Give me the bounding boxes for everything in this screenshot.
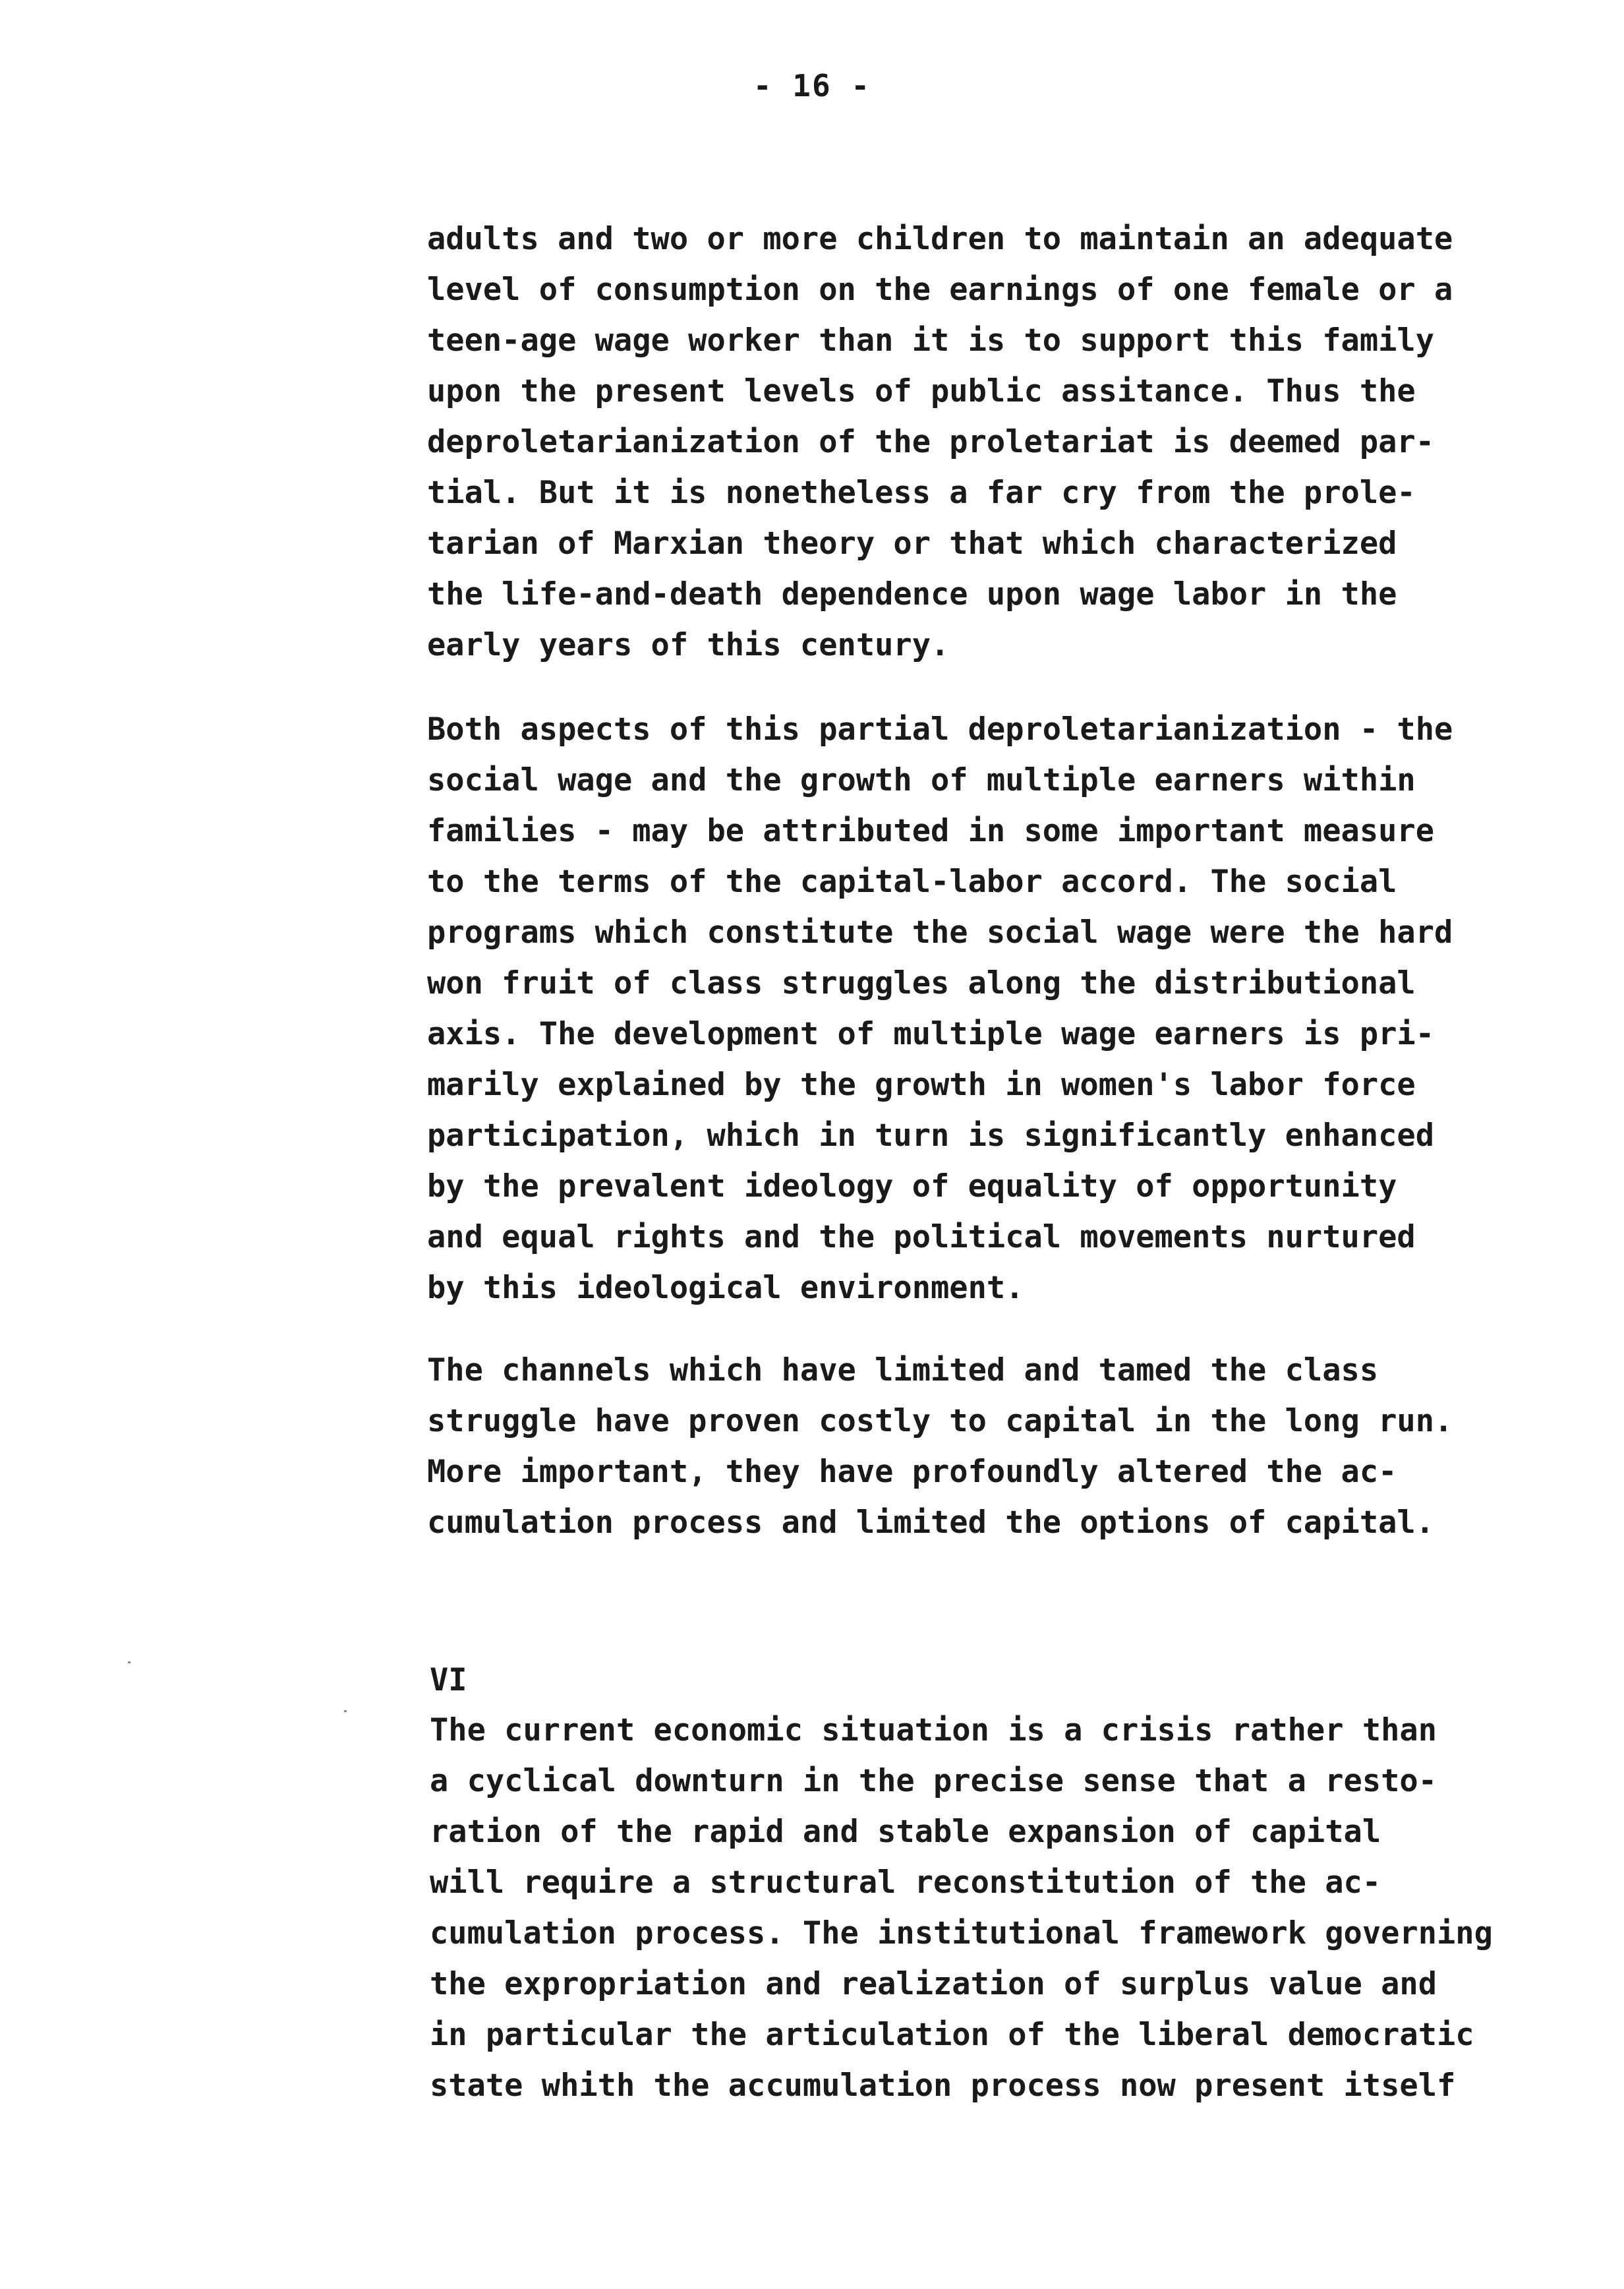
text-line: axis. The development of multiple wage earners is pri- (427, 1016, 1435, 1052)
text-line: cumulation process. The institutional framework governing (430, 1915, 1493, 1951)
text-line: level of consumption on the earnings of one female or a (427, 272, 1453, 308)
text-line: in particular the articulation of the liberal democratic (430, 2017, 1474, 2053)
text-line: by the prevalent ideology of equality of opportunity (427, 1168, 1397, 1204)
text-line: deproletarianization of the proletariat is deemed par- (427, 424, 1435, 460)
text-line: The current economic situation is a crisis rather than (430, 1712, 1437, 1748)
text-line: The channels which have limited and tamed the class (427, 1352, 1379, 1388)
text-line: will require a structural reconstitution of the ac- (430, 1864, 1381, 1901)
paragraph-4 (430, 1705, 1616, 2111)
text-line: won fruit of class struggles along the distributional (427, 965, 1416, 1001)
text-line: marily explained by the growth in women's labor force (427, 1067, 1416, 1103)
text-line: families - may be attributed in some important measure (427, 813, 1435, 849)
text-line: upon the present levels of public assitance. Thus the (427, 373, 1416, 409)
text-line: tarian of Marxian theory or that which characterized (427, 525, 1397, 562)
text-line: social wage and the growth of multiple earners within (427, 762, 1416, 798)
text-line: cumulation process and limited the options of capital. (427, 1504, 1435, 1541)
text-line: by this ideological environment. (427, 1270, 1024, 1306)
text-line: adults and two or more children to maintain an adequate (427, 221, 1453, 257)
text-line: the expropriation and realization of surplus value and (430, 1966, 1437, 2002)
text-line: teen-age wage worker than it is to support this family (427, 322, 1435, 359)
text-line: and equal rights and the political movements nurtured (427, 1219, 1416, 1255)
margin-speck (128, 1661, 130, 1663)
text-line: struggle have proven costly to capital in the long run. (427, 1403, 1453, 1439)
paragraph-1 (427, 214, 1613, 670)
section-heading: VI (430, 1662, 467, 1698)
text-line: early years of this century. (427, 627, 950, 663)
text-line: a cyclical downturn in the precise sense that a resto- (430, 1763, 1437, 1799)
page-number: - 16 - (753, 68, 871, 104)
text-line: programs which constitute the social wage were the hard (427, 914, 1453, 951)
margin-speck (344, 1710, 347, 1712)
text-line: Both aspects of this partial deproletarianization - the (427, 711, 1453, 748)
paragraph-2 (427, 704, 1613, 1313)
text-line: to the terms of the capital-labor accord. The social (427, 864, 1397, 900)
text-line: the life-and-death dependence upon wage labor in the (427, 576, 1397, 612)
text-line: tial. But it is nonetheless a far cry from the prole- (427, 475, 1416, 511)
text-line: state whith the accumulation process now present itself (430, 2067, 1456, 2104)
text-line: More important, they have profoundly altered the ac- (427, 1454, 1397, 1490)
paragraph-3 (427, 1345, 1613, 1548)
text-line: ration of the rapid and stable expansion of capital (430, 1814, 1381, 1850)
text-line: participation, which in turn is significantly enhanced (427, 1117, 1435, 1154)
